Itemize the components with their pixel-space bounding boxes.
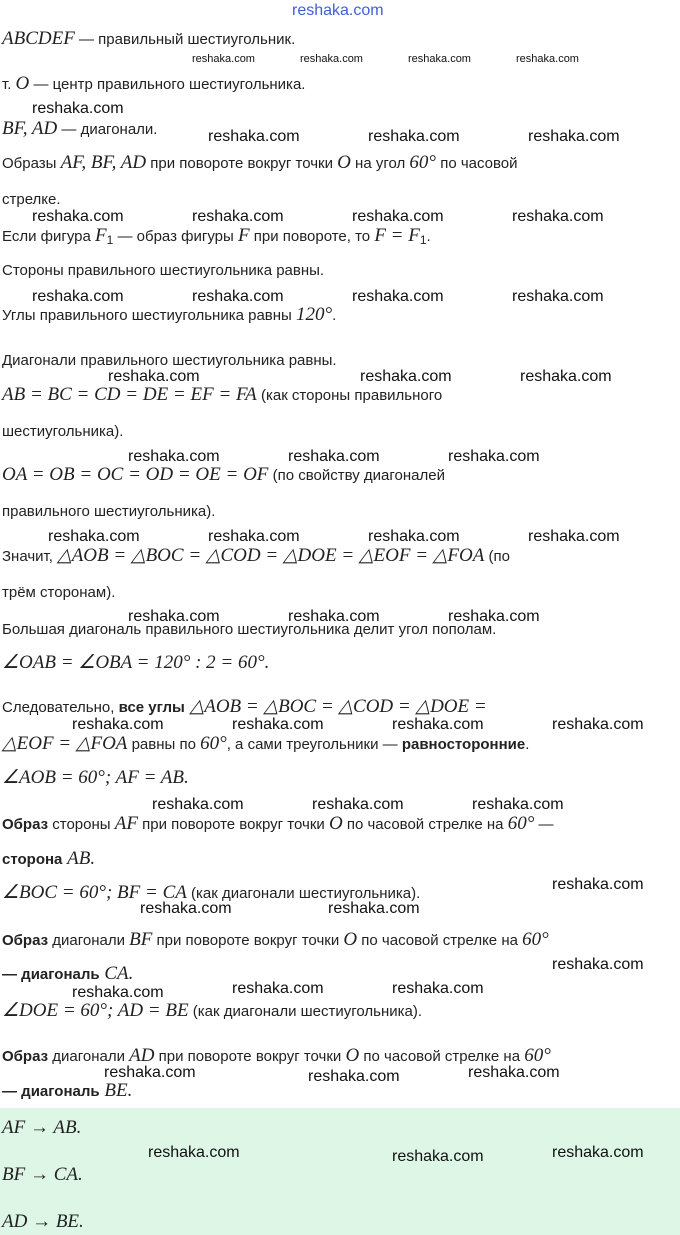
watermark: reshaka.com [32, 288, 124, 305]
watermark: reshaka.com [128, 608, 220, 625]
diagonals-equal: Диагонали правильного шестиугольника равны. [2, 352, 337, 369]
answer-ad: AD → BE. [2, 1211, 84, 1232]
radii-equation: OA = OB = OC = OD = OE = OF (по свойству диагоналей [2, 464, 445, 485]
image-bf-cont: — диагональ CA. [2, 963, 134, 984]
sides-equation: AB = BC = CD = DE = EF = FA (как стороны правильного [2, 384, 443, 405]
boc-equation: ∠BOC = 60°; BF = CA (как диагонали шестиугольника). [2, 882, 421, 903]
watermark: reshaka.com [520, 368, 612, 385]
watermark: reshaka.com [48, 528, 140, 545]
sides-equal: Стороны правильного шестиугольника равны. [2, 262, 325, 279]
watermark: reshaka.com [528, 528, 620, 545]
watermark: reshaka.com [392, 716, 484, 733]
sides-equation-cont: шестиугольника). [2, 423, 124, 440]
watermark: reshaka.com [104, 1064, 196, 1081]
watermark: reshaka.com [128, 448, 220, 465]
watermark: reshaka.com [288, 608, 380, 625]
watermark: reshaka.com [72, 984, 164, 1001]
aob-equation: ∠AOB = 60°; AF = AB. [2, 767, 189, 788]
watermark: reshaka.com [448, 608, 540, 625]
watermark: reshaka.com [448, 448, 540, 465]
watermark: reshaka.com [368, 528, 460, 545]
watermark: reshaka.com [32, 100, 124, 117]
image-ad-cont: — диагональ BE. [2, 1080, 133, 1101]
triangles-equal-cont: трём сторонам). [2, 584, 116, 601]
answer-bf: BF → CA. [2, 1164, 83, 1185]
watermark: reshaka.com [512, 208, 604, 225]
watermark: reshaka.com [32, 208, 124, 225]
watermark-top: reshaka.com [292, 2, 384, 19]
watermark: reshaka.com [352, 288, 444, 305]
watermark: reshaka.com [208, 128, 300, 145]
watermark: reshaka.com [140, 900, 232, 917]
image-bf: Образ диагонали BF при повороте вокруг точки O по часовой стрелке на 60° [2, 929, 549, 950]
watermark: reshaka.com [108, 368, 200, 385]
rotation-rule: Если фигура $F_1$ — образ фигуры F при повороте, то $F = F_1$. [2, 225, 431, 247]
watermark: reshaka.com [192, 208, 284, 225]
image-af: Образ стороны AF при повороте вокруг точки O по часовой стрелке на 60° — [2, 813, 554, 834]
watermark: reshaka.com [328, 900, 420, 917]
watermark: reshaka.com [152, 796, 244, 813]
watermark: reshaka.com [552, 1144, 644, 1161]
watermark: reshaka.com [552, 716, 644, 733]
watermark: reshaka.com [552, 956, 644, 973]
watermark: reshaka.com [468, 1064, 560, 1081]
watermark: reshaka.com [512, 288, 604, 305]
watermark: reshaka.com [360, 368, 452, 385]
problem-statement-cont: стрелке. [2, 191, 61, 208]
watermark: reshaka.com [288, 448, 380, 465]
watermark: reshaka.com [352, 208, 444, 225]
watermark: reshaka.com [300, 53, 363, 65]
watermark: reshaka.com [232, 980, 324, 997]
conclusion-angles-cont: △EOF = △FOA равны по 60°, а сами треугольники — равносторонние. [2, 733, 530, 754]
doe-equation: ∠DOE = 60°; AD = BE (как диагонали шестиугольника). [2, 1000, 423, 1021]
image-af-cont: сторона AB. [2, 848, 96, 869]
watermark: reshaka.com [516, 53, 579, 65]
answer-box [0, 1108, 680, 1235]
angle-calculation: ∠OAB = ∠OBA = 120° : 2 = 60°. [2, 652, 270, 673]
watermark: reshaka.com [392, 1148, 484, 1165]
watermark: reshaka.com [208, 528, 300, 545]
watermark: reshaka.com [368, 128, 460, 145]
problem-statement: Образы AF, BF, AD при повороте вокруг точки O на угол 60° по часовой [2, 152, 518, 173]
big-diagonal-property: Большая диагональ правильного шестиугольника делит угол пополам. [2, 621, 497, 638]
angles-equal: Углы правильного шестиугольника равны 120°. [2, 304, 337, 325]
conclusion-angles: Следовательно, все углы △AOB = △BOC = △COD = △DOE = [2, 696, 487, 717]
watermark: reshaka.com [192, 288, 284, 305]
watermark: reshaka.com [408, 53, 471, 65]
answer-af: AF → AB. [2, 1117, 82, 1138]
diagonals-line: BF, AD — диагонали. [2, 118, 158, 139]
watermark: reshaka.com [148, 1144, 240, 1161]
triangles-equal: Значит, △AOB = △BOC = △COD = △DOE = △EOF = △FOA (по [2, 545, 510, 566]
watermark: reshaka.com [392, 980, 484, 997]
watermark: reshaka.com [308, 1068, 400, 1085]
radii-equation-cont: правильного шестиугольника). [2, 503, 216, 520]
watermark: reshaka.com [192, 53, 255, 65]
watermark: reshaka.com [312, 796, 404, 813]
watermark: reshaka.com [72, 716, 164, 733]
watermark: reshaka.com [232, 716, 324, 733]
center-definition: т. O — центр правильного шестиугольника. [2, 73, 306, 94]
watermark: reshaka.com [552, 876, 644, 893]
image-ad: Образ диагонали AD при повороте вокруг точки O по часовой стрелке на 60° [2, 1045, 551, 1066]
watermark: reshaka.com [472, 796, 564, 813]
hexagon-definition: ABCDEF — правильный шестиугольник. [2, 28, 296, 49]
watermark: reshaka.com [528, 128, 620, 145]
